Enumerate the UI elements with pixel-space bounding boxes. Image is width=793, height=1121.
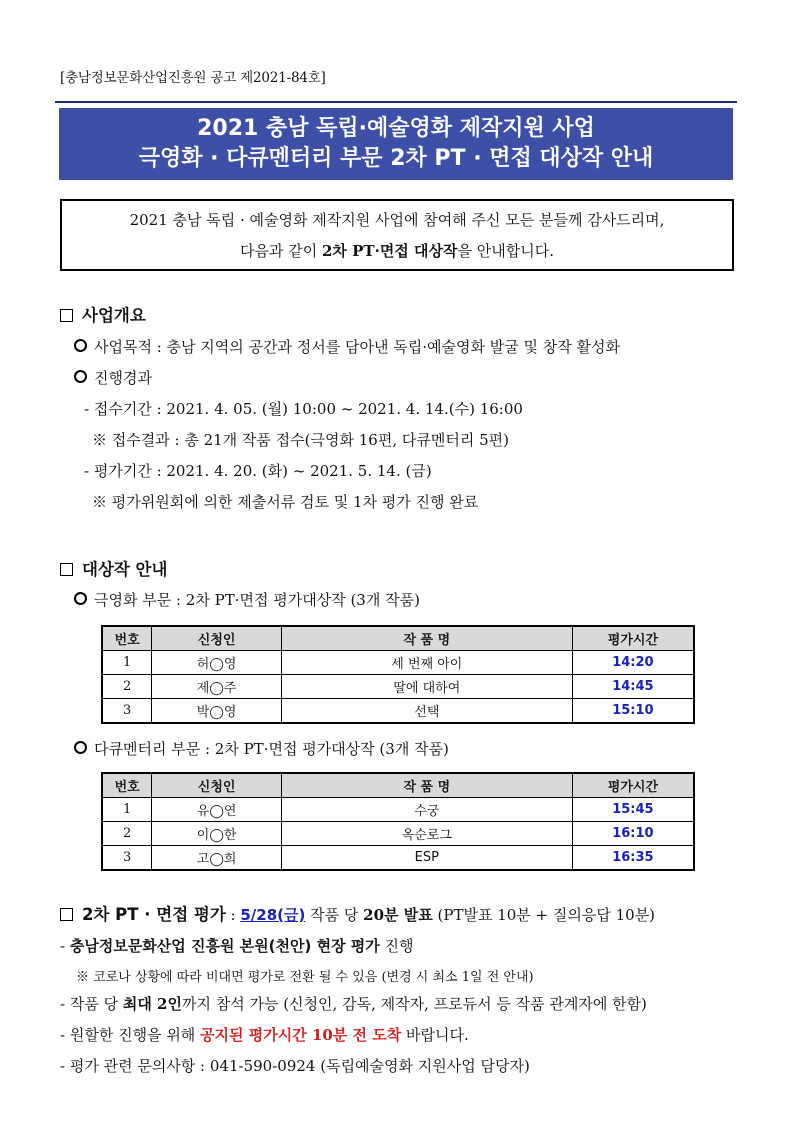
cell-applicant: 허◯영 [152,651,282,675]
section-overview-heading [60,302,146,326]
desc-text-end: (PT발표 10분 + 질의응답 10분) [432,906,656,924]
contact-line: - 평가 관련 문의사항 : 041-590-0924 (독립예술영화 지원사업 담당자) [60,1057,530,1075]
purpose-text: 사업목적 : 충남 지역의 공간과 정서를 담아낸 독립·예술영화 발굴 및 창작 활성화 [94,338,620,356]
cell-number: 1 [102,651,152,675]
attend-text: - 작품 당 [60,995,123,1013]
intro-text-end: 을 안내합니다. [457,242,554,260]
section-evaluation-heading [60,901,655,925]
progress-text: 진행경과 [94,369,152,387]
evaluation-period: - 평가기간 : 2021. 4. 20. (화) ~ 2021. 5. 14. (금) [84,462,432,480]
table-row [102,798,694,822]
attend-text-end: 까지 참석 가능 (신청인, 감독, 제작자, 프로듀서 등 작품 관계자에 한함) [181,995,647,1013]
docu-caption-text: 다큐멘터리 부문 : 2차 PT·면접 평가대상작 (3개 작품) [94,740,449,758]
attend-highlight: 최대 2인 [122,995,182,1013]
cell-applicant: 박◯영 [152,699,282,724]
evaluation-note: ※ 평가위원회에 의한 제출서류 검토 및 1차 평가 진행 완료 [92,493,479,511]
header-number: 번호 [102,773,152,798]
section-title: 2차 PT · 면접 평가 [82,905,226,924]
arrive-line [60,1024,469,1045]
circle-bullet-icon [74,339,87,352]
cell-time: 14:45 [572,675,694,699]
cell-number: 3 [102,846,152,871]
cell-title: ESP [281,846,572,871]
header-number: 번호 [102,626,152,651]
cell-title: 딸에 대하여 [281,675,572,699]
cell-time: 16:35 [572,846,694,871]
cell-number: 1 [102,798,152,822]
table-row [102,822,694,846]
square-bullet-icon [60,563,73,576]
section-title: 대상작 안내 [82,560,168,579]
heading-colon: : [225,906,241,924]
square-bullet-icon [60,309,73,322]
cell-time: 16:10 [572,822,694,846]
intro-line-1: 2021 충남 독립 · 예술영화 제작지원 사업에 참여해 주신 모든 분들께 감사드리며, [129,211,665,229]
evaluation-date: 5/28(금) [240,906,306,924]
cell-title: 수궁 [281,798,572,822]
table-row [102,651,694,675]
table-header-row [102,773,694,798]
title-line-2: 극영화 · 다큐멘터리 부문 2차 PT · 면접 대상작 안내 [138,146,654,171]
intro-highlight: 2차 PT·면접 대상작 [322,242,458,260]
cell-number: 2 [102,675,152,699]
docu-table [101,772,695,871]
table-row [102,699,694,724]
cell-title: 선택 [281,699,572,724]
venue-dash: - [60,937,70,955]
arrive-text: - 원할한 진행을 위해 [60,1026,201,1044]
venue-line [60,935,414,956]
header-applicant: 신청인 [152,626,282,651]
attend-line [60,993,647,1014]
table-header-row [102,626,694,651]
reception-period: - 접수기간 : 2021. 4. 05. (월) 10:00 ~ 2021. 4. 14.(수) 16:00 [84,400,523,418]
cell-time: 15:45 [572,798,694,822]
cell-time: 15:10 [572,699,694,724]
venue-text: 진행 [379,937,414,955]
docu-caption [74,738,449,759]
intro-line-2 [62,236,732,267]
title-line-1: 2021 충남 독립·예술영화 제작지원 사업 [197,116,595,141]
cell-applicant: 고◯희 [152,846,282,871]
table-row [102,846,694,871]
cell-number: 2 [102,822,152,846]
desc-text: 작품 당 [305,906,364,924]
arrive-text-end: 바랍니다. [401,1026,469,1044]
table-row [102,675,694,699]
header-title: 작 품 명 [281,773,572,798]
section-targets-heading [60,556,167,580]
cell-applicant: 제◯주 [152,675,282,699]
intro-box [60,199,734,271]
circle-bullet-icon [74,741,87,754]
feature-table [101,625,695,724]
notice-number: [충남정보문화산업진흥원 공고 제2021-84호] [60,70,326,86]
cell-number: 3 [102,699,152,724]
circle-bullet-icon [74,370,87,383]
cell-applicant: 이◯한 [152,822,282,846]
title-banner [59,108,733,180]
reception-result: ※ 접수결과 : 총 21개 작품 접수(극영화 16편, 다큐멘터리 5편) [92,431,509,449]
cell-applicant: 유◯연 [152,798,282,822]
header-title: 작 품 명 [281,626,572,651]
cell-title: 옥순로그 [281,822,572,846]
desc-highlight: 20분 발표 [363,906,433,924]
cell-time: 14:20 [572,651,694,675]
square-bullet-icon [60,908,73,921]
header-time: 평가시간 [572,773,694,798]
feature-caption-text: 극영화 부문 : 2차 PT·면접 평가대상작 (3개 작품) [94,591,420,609]
purpose-line [74,336,620,357]
section-title: 사업개요 [82,306,146,325]
circle-bullet-icon [74,592,87,605]
header-time: 평가시간 [572,626,694,651]
venue-highlight: 충남정보문화산업 진흥원 본원(천안) 현장 평가 [69,937,380,955]
arrive-highlight: 공지된 평가시간 10분 전 도착 [200,1026,402,1044]
intro-text: 다음과 같이 [240,242,322,260]
cell-title: 세 번째 아이 [281,651,572,675]
header-applicant: 신청인 [152,773,282,798]
progress-line [74,367,152,388]
title-rule [55,101,737,103]
covid-note: ※ 코로나 상황에 따라 비대면 평가로 전환 될 수 있음 (변경 시 최소 1일 전 안내) [76,970,534,985]
feature-caption [74,589,420,610]
